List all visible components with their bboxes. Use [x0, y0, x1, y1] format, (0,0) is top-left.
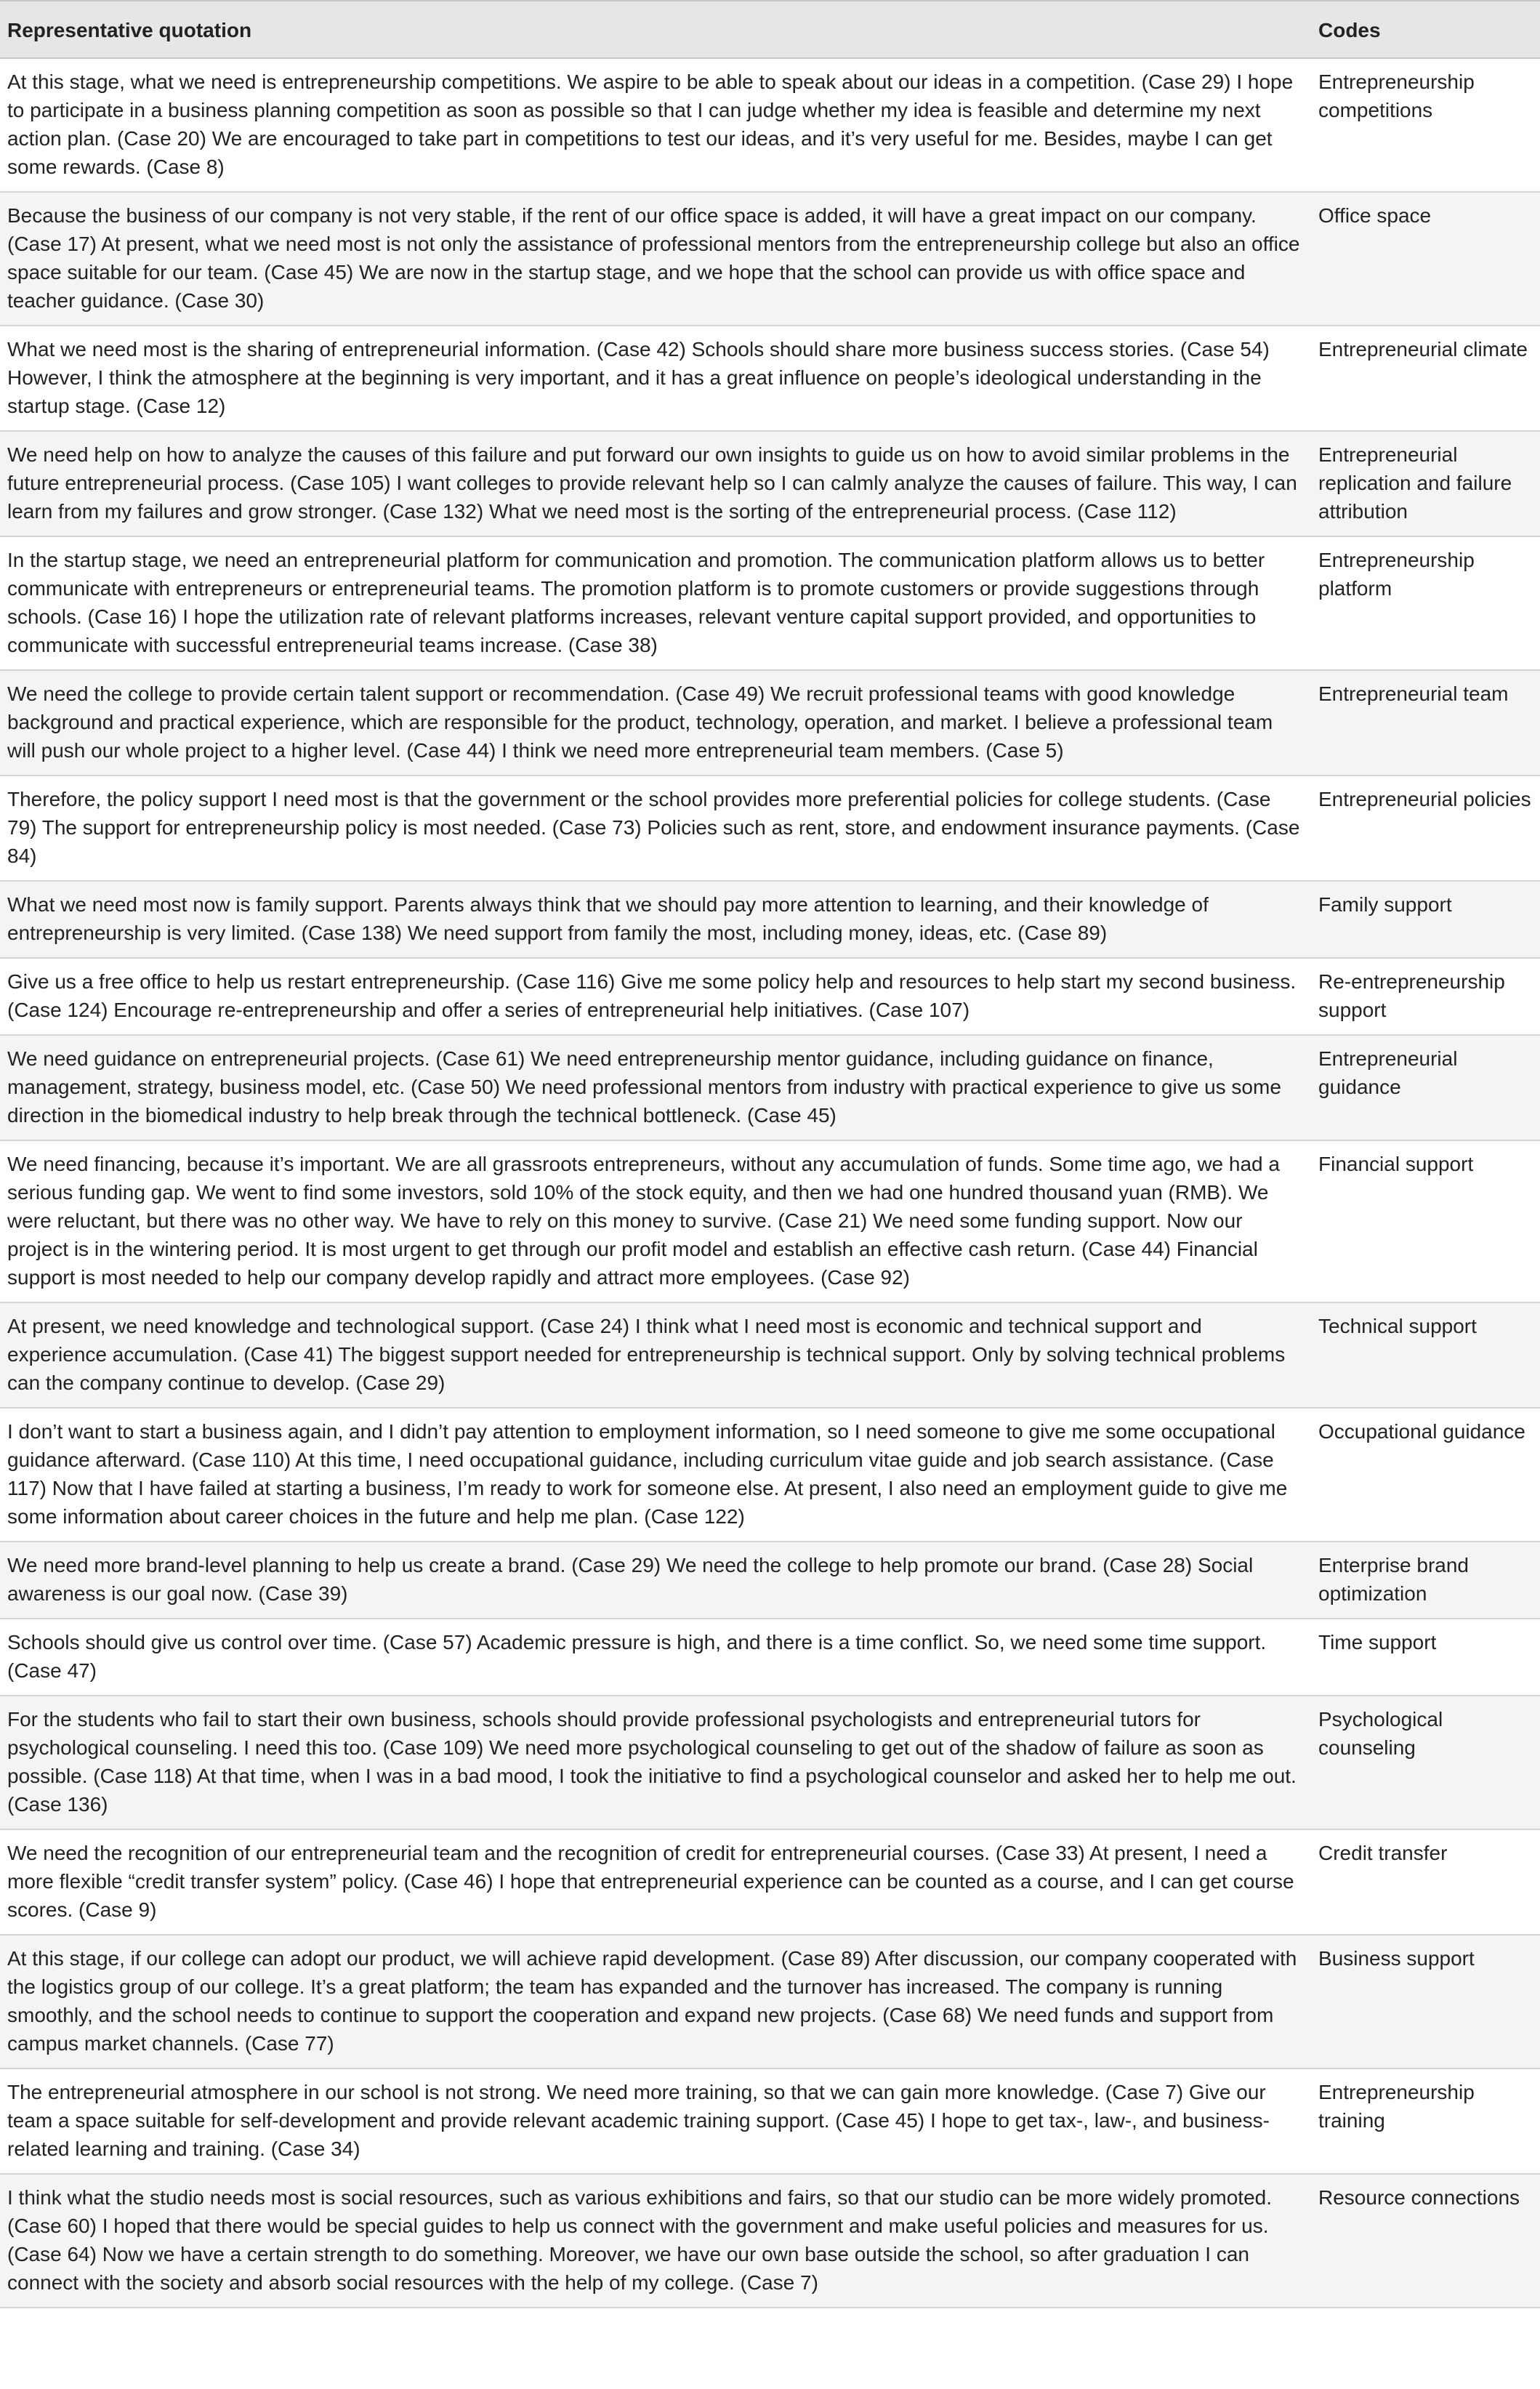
- quotation-cell: We need guidance on entrepreneurial projects. (Case 61) We need entrepreneurship mentor guidance, including guidance on finance, management, strategy, business model, etc. (Case 50) We need professional mentors from industry with practical experience to give us some direction in the biomedical industry to help break through the technical bottleneck. (Case 45): [0, 1035, 1308, 1140]
- code-cell: Entrepreneurship platform: [1308, 536, 1540, 670]
- code-cell: Business support: [1308, 1935, 1540, 2068]
- table-row: [0, 192, 1540, 326]
- quotation-cell: We need the recognition of our entrepreneurial team and the recognition of credit for entrepreneurial courses. (Case 33) At present, I need a more flexible “credit transfer system” policy. (Case 46) I hope that entrepreneurial experience can be counted as a course, and I can get course scores. (Case 9): [0, 1829, 1308, 1935]
- quotation-cell: In the startup stage, we need an entrepreneurial platform for communication and promotion. The communication platform allows us to better communicate with entrepreneurs or entrepreneurial teams. The promotion platform is to promote customers or provide suggestions through schools. (Case 16) I hope the utilization rate of relevant platforms increases, relevant venture capital support provided, and opportunities to communicate with successful entrepreneurial teams increase. (Case 38): [0, 536, 1308, 670]
- quotation-cell: Give us a free office to help us restart entrepreneurship. (Case 116) Give me some policy help and resources to help start my second business. (Case 124) Encourage re-entrepreneurship and offer a series of entrepreneurial help initiatives. (Case 107): [0, 958, 1308, 1035]
- table-body: [0, 58, 1540, 2308]
- quotation-cell: We need the college to provide certain talent support or recommendation. (Case 49) We recruit professional teams with good knowledge background and practical experience, which are responsible for the product, technology, operation, and market. I believe a professional team will push our whole project to a higher level. (Case 44) I think we need more entrepreneurial team members. (Case 5): [0, 670, 1308, 775]
- code-cell: Family support: [1308, 881, 1540, 958]
- code-cell: Financial support: [1308, 1140, 1540, 1302]
- code-cell: Office space: [1308, 192, 1540, 326]
- quotation-cell: Because the business of our company is not very stable, if the rent of our office space is added, it will have a great impact on our company. (Case 17) At present, what we need most is not only the assistance of professional mentors from the entrepreneurship college but also an office space suitable for our team. (Case 45) We are now in the startup stage, and we hope that the school can provide us with office space and teacher guidance. (Case 30): [0, 192, 1308, 326]
- quotation-cell: What we need most is the sharing of entrepreneurial information. (Case 42) Schools should share more business success stories. (Case 54) However, I think the atmosphere at the beginning is very important, and it has a great influence on people’s ideological understanding in the startup stage. (Case 12): [0, 326, 1308, 431]
- quotation-cell: We need financing, because it’s important. We are all grassroots entrepreneurs, without any accumulation of funds. Some time ago, we had a serious funding gap. We went to find some investors, sold 10% of the stock equity, and then we had one hundred thousand yuan (RMB). We were reluctant, but there was no other way. We have to rely on this money to survive. (Case 21) We need some funding support. Now our project is in the wintering period. It is most urgent to get through our profit model and establish an effective cash return. (Case 44) Financial support is most needed to help our company develop rapidly and attract more employees. (Case 92): [0, 1140, 1308, 1302]
- quotation-cell: I don’t want to start a business again, and I didn’t pay attention to employment information, so I need someone to give me some occupational guidance afterward. (Case 110) At this time, I need occupational guidance, including curriculum vitae guide and job search assistance. (Case 117) Now that I have failed at starting a business, I’m ready to work for someone else. At present, I also need an employment guide to give me some information about career choices in the future and help me plan. (Case 122): [0, 1408, 1308, 1542]
- quotation-cell: At present, we need knowledge and technological support. (Case 24) I think what I need most is economic and technical support and experience accumulation. (Case 41) The biggest support needed for entrepreneurship is technical support. Only by solving technical problems can the company continue to develop. (Case 29): [0, 1302, 1308, 1408]
- table-row: [0, 1302, 1540, 1408]
- code-cell: Entrepreneurship training: [1308, 2068, 1540, 2174]
- table-row: [0, 881, 1540, 958]
- table-row: [0, 1829, 1540, 1935]
- code-cell: Entrepreneurial guidance: [1308, 1035, 1540, 1140]
- table-row: [0, 2068, 1540, 2174]
- quotation-cell: I think what the studio needs most is social resources, such as various exhibitions and fairs, so that our studio can be more widely promoted. (Case 60) I hoped that there would be special guides to help us connect with the government and make useful policies and measures for us. (Case 64) Now we have a certain strength to do something. Moreover, we have our own base outside the school, so after graduation I can connect with the society and absorb social resources with the help of my college. (Case 7): [0, 2174, 1308, 2308]
- quotation-cell: Schools should give us control over time. (Case 57) Academic pressure is high, and there is a time conflict. So, we need some time support. (Case 47): [0, 1619, 1308, 1696]
- table-row: [0, 58, 1540, 192]
- quotation-cell: We need more brand-level planning to help us create a brand. (Case 29) We need the college to help promote our brand. (Case 28) Social awareness is our goal now. (Case 39): [0, 1542, 1308, 1619]
- code-cell: Re-entrepreneurship support: [1308, 958, 1540, 1035]
- quotation-cell: The entrepreneurial atmosphere in our school is not strong. We need more training, so that we can gain more knowledge. (Case 7) Give our team a space suitable for self-development and provide relevant academic training support. (Case 45) I hope to get tax-, law-, and business-related learning and training. (Case 34): [0, 2068, 1308, 2174]
- table-row: [0, 1035, 1540, 1140]
- code-cell: Entrepreneurial policies: [1308, 775, 1540, 881]
- code-cell: Time support: [1308, 1619, 1540, 1696]
- table-row: [0, 1140, 1540, 1302]
- header-codes: Codes: [1308, 1, 1540, 58]
- code-cell: Entrepreneurial replication and failure attribution: [1308, 431, 1540, 536]
- code-cell: Entrepreneurial climate: [1308, 326, 1540, 431]
- table-row: [0, 2174, 1540, 2308]
- quotation-cell: At this stage, what we need is entrepreneurship competitions. We aspire to be able to speak about our ideas in a competition. (Case 29) I hope to participate in a business planning competition as soon as possible so that I can judge whether my idea is feasible and determine my next action plan. (Case 20) We are encouraged to take part in competitions to test our ideas, and it’s very useful for me. Besides, maybe I can get some rewards. (Case 8): [0, 58, 1308, 192]
- code-cell: Entrepreneurship competitions: [1308, 58, 1540, 192]
- table-header: [0, 1, 1540, 58]
- header-representative-quotation: Representative quotation: [0, 1, 1308, 58]
- table-row: [0, 1619, 1540, 1696]
- code-cell: Technical support: [1308, 1302, 1540, 1408]
- quotation-cell: For the students who fail to start their own business, schools should provide professional psychologists and entrepreneurial tutors for psychological counseling. I need this too. (Case 109) We need more psychological counseling to get out of the shadow of failure as soon as possible. (Case 118) At that time, when I was in a bad mood, I took the initiative to find a psychological counselor and asked her to help me out. (Case 136): [0, 1696, 1308, 1829]
- table-row: [0, 1408, 1540, 1542]
- table-row: [0, 670, 1540, 775]
- table-row: [0, 1542, 1540, 1619]
- quotation-cell: What we need most now is family support. Parents always think that we should pay more attention to learning, and their knowledge of entrepreneurship is very limited. (Case 138) We need support from family the most, including money, ideas, etc. (Case 89): [0, 881, 1308, 958]
- code-cell: Occupational guidance: [1308, 1408, 1540, 1542]
- code-cell: Entrepreneurial team: [1308, 670, 1540, 775]
- table-row: [0, 775, 1540, 881]
- code-cell: Psychological counseling: [1308, 1696, 1540, 1829]
- code-cell: Resource connections: [1308, 2174, 1540, 2308]
- table-row: [0, 431, 1540, 536]
- table-row: [0, 536, 1540, 670]
- code-cell: Enterprise brand optimization: [1308, 1542, 1540, 1619]
- quotation-cell: At this stage, if our college can adopt our product, we will achieve rapid development. (Case 89) After discussion, our company cooperated with the logistics group of our college. It’s a great platform; the team has expanded and the turnover has increased. The company is running smoothly, and the school needs to continue to support the cooperation and expand new projects. (Case 68) We need funds and support from campus market channels. (Case 77): [0, 1935, 1308, 2068]
- table-row: [0, 326, 1540, 431]
- quotation-cell: We need help on how to analyze the causes of this failure and put forward our own insights to guide us on how to avoid similar problems in the future entrepreneurial process. (Case 105) I want colleges to provide relevant help so I can calmly analyze the causes of failure. This way, I can learn from my failures and grow stronger. (Case 132) What we need most is the sorting of the entrepreneurial process. (Case 112): [0, 431, 1308, 536]
- table-row: [0, 1935, 1540, 2068]
- table-row: [0, 958, 1540, 1035]
- table-row: [0, 1696, 1540, 1829]
- quotation-cell: Therefore, the policy support I need most is that the government or the school provides more preferential policies for college students. (Case 79) The support for entrepreneurship policy is most needed. (Case 73) Policies such as rent, store, and endowment insurance payments. (Case 84): [0, 775, 1308, 881]
- code-cell: Credit transfer: [1308, 1829, 1540, 1935]
- table-header-row: [0, 1, 1540, 58]
